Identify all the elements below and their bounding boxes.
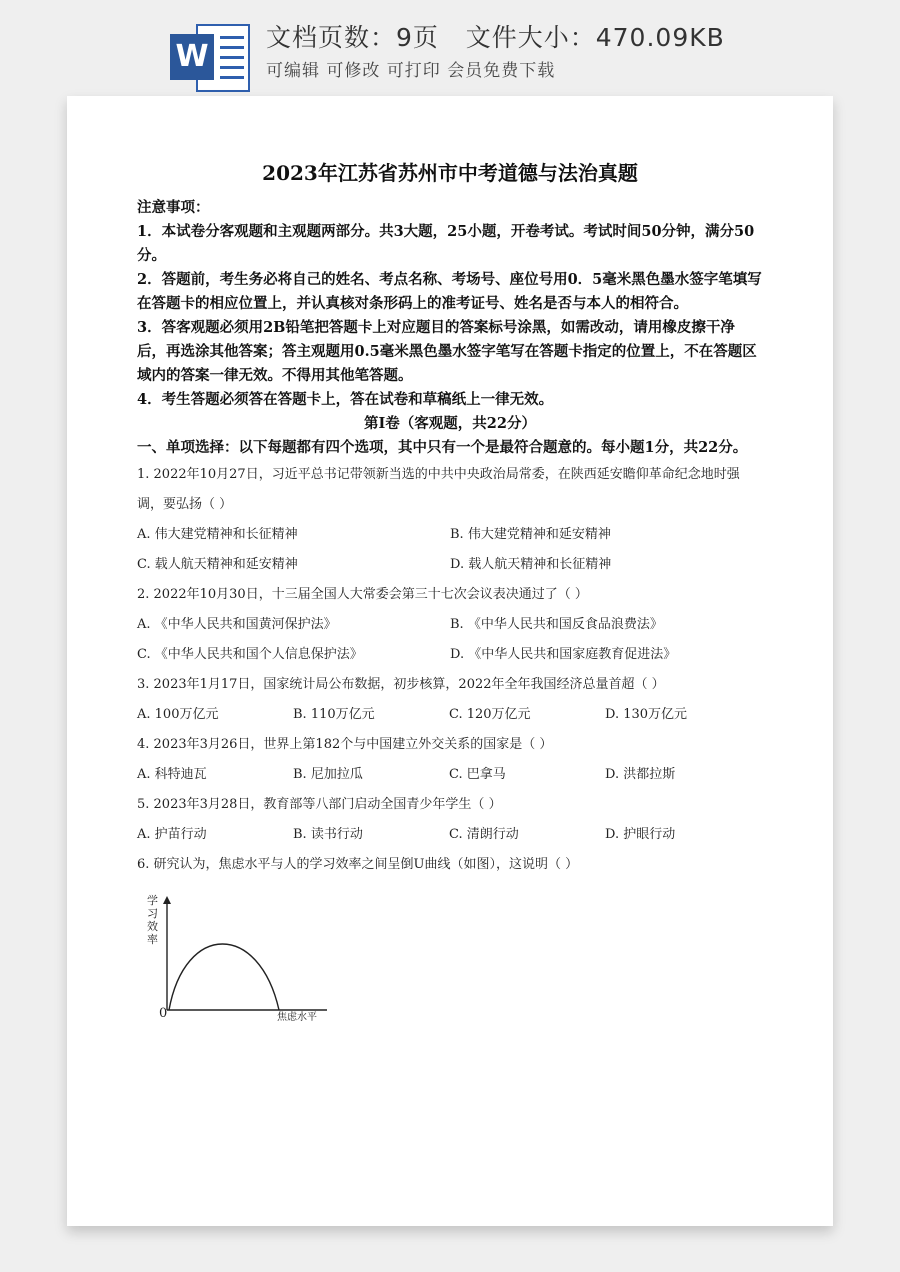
notice-heading: 注意事项： [137, 199, 210, 216]
section-title: 第I卷（客观题，共22分） [364, 415, 536, 432]
document-content [137, 160, 763, 1034]
option: A. 100万亿元 [137, 707, 219, 722]
inverted-u-curve [169, 944, 279, 1010]
option: A. 《中华人民共和国黄河保护法》 [137, 617, 337, 632]
options-row [137, 520, 763, 550]
origin-label: 0 [159, 1006, 168, 1021]
option: D. 《中华人民共和国家庭教育促进法》 [450, 647, 677, 662]
option: C. 巴拿马 [449, 767, 506, 782]
question-stem: 6. 研究认为，焦虑水平与人的学习效率之间呈倒U曲线（如图），这说明（ ） [137, 857, 579, 872]
option: D. 护眼行动 [605, 827, 676, 842]
options-row [137, 700, 763, 730]
option: B. 110万亿元 [293, 707, 375, 722]
y-axis-label: 学习效率 [147, 894, 158, 946]
feature-list: 可编辑 可修改 可打印 会员免费下载 [266, 61, 556, 81]
option: D. 130万亿元 [605, 707, 688, 722]
options-row [137, 640, 763, 670]
notice-item: 2．答题前，考生务必将自己的姓名、考点名称、考场号、座位号用0．5毫米黑色墨水签字笔填写在答题卡的相应位置上，并认真核对条形码上的准考证号、姓名是否与本人的相符合。 [137, 271, 762, 312]
x-axis-label: 焦虑水平 [277, 1012, 317, 1023]
notice-item: 3．答客观题必须用2B铅笔把答题卡上对应题目的答案标号涂黑，如需改动，请用橡皮擦干净后，再选涂其他答案；答主观题用0.5毫米黑色墨水签字笔写在答题卡指定的位置上，不在答题区域内的答案一律无效。不得用其他笔答题。 [137, 319, 757, 384]
option: C. 《中华人民共和国个人信息保护法》 [137, 647, 363, 662]
inverted-u-figure [137, 894, 337, 1034]
question-stem: 5. 2023年3月28日，教育部等八部门启动全国青少年学生（ ） [137, 797, 502, 812]
options-row [137, 820, 763, 850]
options-row [137, 760, 763, 790]
part-heading: 一、单项选择：以下每题都有四个选项，其中只有一个是最符合题意的。每小题1分，共22分。 [137, 439, 748, 456]
options-row [137, 550, 763, 580]
option: C. 清朗行动 [449, 827, 519, 842]
option: D. 载人航天精神和长征精神 [450, 557, 612, 572]
file-info: 文档页数：9页 文件大小：470.09KB [266, 23, 725, 52]
question-stem: 4. 2023年3月26日，世界上第182个与中国建立外交关系的国家是（ ） [137, 737, 553, 752]
option: C. 载人航天精神和延安精神 [137, 557, 298, 572]
notice-item: 1．本试卷分客观题和主观题两部分。共3大题，25小题，开卷考试。考试时间50分钟，满分50分。 [137, 223, 755, 264]
question-stem: 3. 2023年1月17日，国家统计局公布数据，初步核算，2022年全年我国经济总量首超（ ） [137, 677, 665, 692]
document-page [67, 96, 833, 1226]
option: B. 尼加拉瓜 [293, 767, 363, 782]
option: A. 伟大建党精神和长征精神 [137, 527, 298, 542]
option: C. 120万亿元 [449, 707, 531, 722]
option: B. 伟大建党精神和延安精神 [450, 527, 611, 542]
option: A. 护苗行动 [137, 827, 207, 842]
option: A. 科特迪瓦 [137, 767, 207, 782]
word-logo-letter: W [170, 34, 214, 80]
question-stem: 2. 2022年10月30日，十三届全国人大常委会第三十七次会议表决通过了（ ） [137, 587, 588, 602]
exam-title: 2023年江苏省苏州市中考道德与法治真题 [262, 161, 638, 185]
y-axis-arrow [163, 896, 171, 904]
download-banner [0, 0, 900, 96]
option: B. 读书行动 [293, 827, 363, 842]
word-document-icon [170, 22, 252, 96]
question-stem: 1. 2022年10月27日，习近平总书记带领新当选的中共中央政治局常委，在陕西延安瞻仰革命纪念地时强调，要弘扬（ ） [137, 467, 740, 512]
options-row [137, 610, 763, 640]
option: D. 洪都拉斯 [605, 767, 676, 782]
option: B. 《中华人民共和国反食品浪费法》 [450, 617, 663, 632]
notice-item: 4．考生答题必须答在答题卡上，答在试卷和草稿纸上一律无效。 [137, 391, 554, 408]
